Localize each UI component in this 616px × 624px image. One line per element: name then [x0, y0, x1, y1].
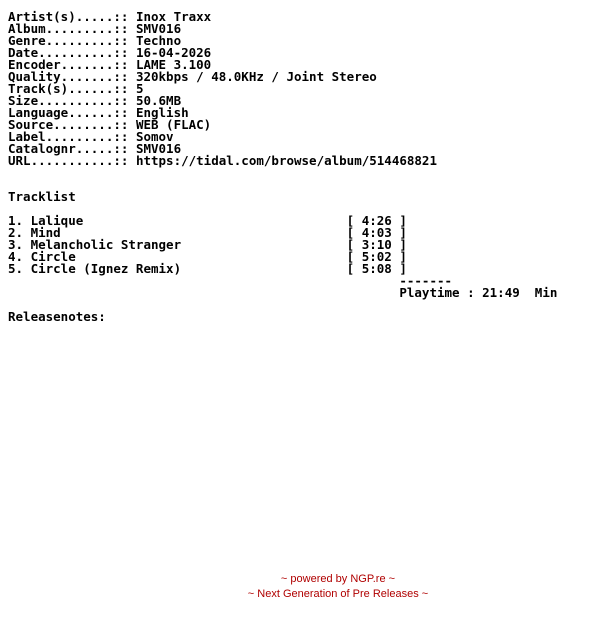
info-value: LAME 3.100: [135, 57, 212, 72]
info-key: Artist(s).....::: [8, 9, 129, 24]
info-value: English: [135, 105, 189, 120]
info-value: 320kbps / 48.0KHz / Joint Stereo: [135, 69, 377, 84]
track-title: 2. Mind: [8, 225, 61, 240]
track-title: 1. Lalique: [8, 213, 84, 228]
info-value: Somov: [135, 129, 174, 144]
info-value: WEB (FLAC): [135, 117, 212, 132]
playtime-line: [8, 287, 557, 299]
info-key: Size..........::: [8, 93, 129, 108]
track-duration: [ 4:03 ]: [346, 225, 407, 240]
info-value: Inox Traxx: [135, 9, 212, 24]
info-value: SMV016: [135, 21, 182, 36]
info-key: Catalognr.....::: [8, 141, 129, 156]
info-value: 16-04-2026: [135, 45, 212, 60]
info-key: Encoder.......::: [8, 57, 129, 72]
info-key: Track(s)......::: [8, 81, 129, 96]
info-key: Source........::: [8, 117, 129, 132]
separator: -------: [399, 273, 453, 288]
track-duration: [ 5:08 ]: [346, 261, 407, 276]
info-value: https://tidal.com/browse/album/514468821: [135, 153, 437, 168]
info-key: Genre.........::: [8, 33, 129, 48]
track-title: 4. Circle: [8, 249, 76, 264]
track-duration: [ 5:02 ]: [346, 249, 407, 264]
track-duration: [ 4:26 ]: [346, 213, 407, 228]
track-title: 3. Melancholic Stranger: [8, 237, 182, 252]
info-key: Language......::: [8, 105, 129, 120]
info-key: URL...........::: [8, 153, 129, 168]
footer-powered-by: ~ powered by NGP.re ~: [280, 573, 396, 585]
info-line-url: [8, 155, 557, 167]
info-value: SMV016: [135, 141, 182, 156]
releasenotes-heading: Releasenotes:: [8, 309, 106, 324]
info-value: 50.6MB: [135, 93, 182, 108]
track-duration: [ 3:10 ]: [346, 237, 407, 252]
info-key: Label.........::: [8, 129, 129, 144]
info-key: Quality.......::: [8, 69, 129, 84]
track-title: 5. Circle (Ignez Remix): [8, 261, 182, 276]
info-value: Techno: [135, 33, 182, 48]
footer-tagline: ~ Next Generation of Pre Releases ~: [247, 588, 429, 600]
nfo-text: [8, 11, 557, 323]
info-value: 5: [135, 81, 144, 96]
playtime: Playtime : 21:49 Min: [399, 285, 558, 300]
info-key: Date..........::: [8, 45, 129, 60]
tracklist-heading: Tracklist: [8, 189, 76, 204]
info-key: Album.........::: [8, 21, 129, 36]
